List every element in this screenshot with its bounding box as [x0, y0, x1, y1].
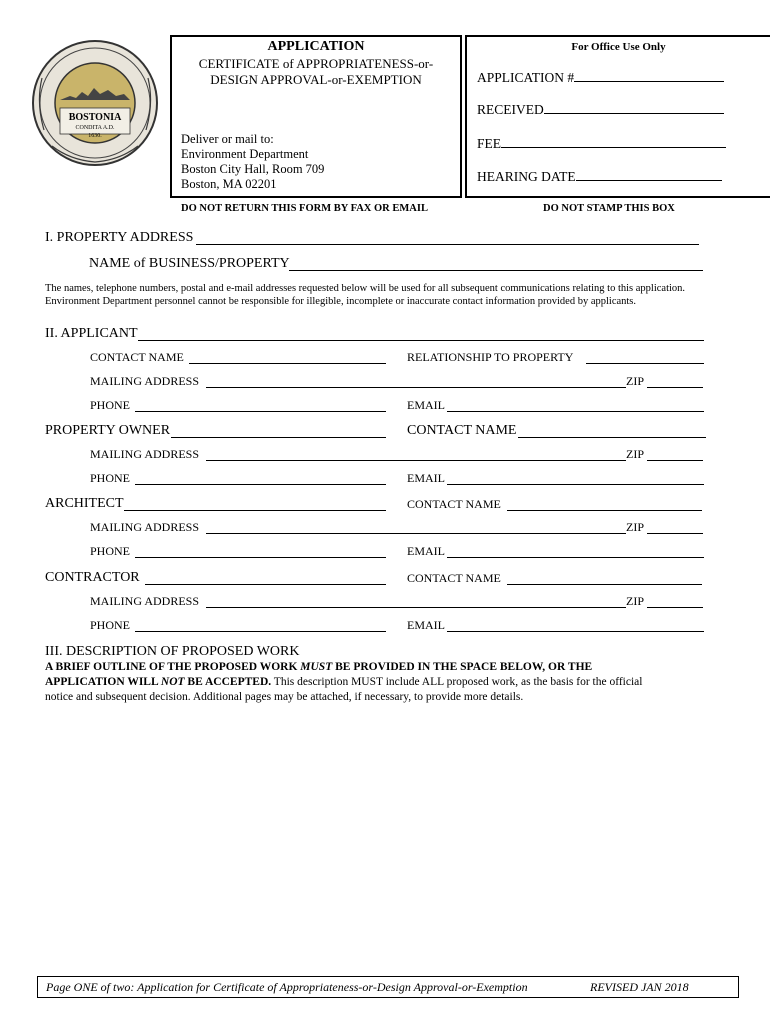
city-seal — [30, 38, 160, 168]
no-stamp-note: DO NOT STAMP THIS BOX — [543, 203, 675, 214]
seal-year: 1630. — [88, 133, 102, 139]
owner-mailing-field[interactable] — [206, 460, 626, 461]
instr-bold-3: APPLICATION WILL — [45, 676, 161, 688]
deliver-street: Boston City Hall, Room 709 — [181, 162, 325, 176]
contractor-mailing-field[interactable] — [206, 607, 626, 608]
office-application-no — [477, 68, 724, 86]
received-label: RECEIVED — [477, 102, 544, 117]
application-no-label: APPLICATION # — [477, 70, 575, 85]
form-subtitle-1: CERTIFICATE of APPROPRIATENESS-or- — [198, 56, 434, 71]
contractor-phone-field[interactable] — [135, 631, 386, 632]
instr-normal-1: This description MUST include ALL proposed work, as the basis for the official — [271, 676, 643, 688]
applicant-field[interactable] — [138, 340, 704, 341]
applicant-relationship-label: RELATIONSHIP TO PROPERTY — [407, 350, 574, 364]
seal-condita: CONDITA A.D. — [75, 125, 115, 131]
office-hearing-date — [477, 167, 722, 185]
business-name-label: NAME of BUSINESS/PROPERTY — [89, 256, 290, 271]
instr-bold-2: BE PROVIDED IN THE SPACE BELOW, OR THE — [332, 661, 593, 673]
contact-notice-2: Environment Department personnel cannot be responsible for illegible, incomplete or inaccurate contact information provided by applicants. — [45, 296, 637, 307]
owner-phone-label: PHONE — [90, 471, 131, 485]
footer-page-text: Page ONE of two: Application for Certificate of Appropriateness-or-Design Approval-or-Exemption — [46, 980, 528, 994]
hearing-date-label: HEARING DATE — [477, 169, 576, 184]
business-name-field[interactable] — [289, 270, 703, 271]
received-line — [544, 100, 724, 114]
fee-line — [501, 134, 726, 148]
instr-not: NOT — [160, 676, 185, 688]
form-subtitle-2: DESIGN APPROVAL-or-EXEMPTION — [210, 72, 422, 87]
contractor-email-field[interactable] — [447, 631, 704, 632]
owner-mailing-label: MAILING ADDRESS — [90, 447, 200, 461]
footer-revised: REVISED JAN 2018 — [590, 980, 689, 994]
architect-mailing-field[interactable] — [206, 533, 626, 534]
contractor-zip-field[interactable] — [647, 607, 703, 608]
owner-label: PROPERTY OWNER — [45, 423, 171, 438]
no-fax-note: DO NOT RETURN THIS FORM BY FAX OR EMAIL — [181, 203, 428, 214]
architect-field[interactable] — [124, 510, 386, 511]
applicant-relationship-field[interactable] — [586, 363, 704, 364]
contractor-mailing-label: MAILING ADDRESS — [90, 594, 200, 608]
contact-notice-1: The names, telephone numbers, postal and e-mail addresses requested below will be used for all subsequent communications relating to this application. — [45, 283, 686, 294]
form-title: APPLICATION — [267, 39, 365, 54]
office-use-box — [465, 35, 770, 198]
applicant-contact-field[interactable] — [189, 363, 386, 364]
architect-contact-field[interactable] — [507, 510, 702, 511]
architect-email-label: EMAIL — [407, 544, 445, 558]
contractor-email-label: EMAIL — [407, 618, 445, 632]
hearing-date-line — [576, 167, 722, 181]
property-address-label: I. PROPERTY ADDRESS — [45, 230, 194, 245]
deliver-dept: Environment Department — [181, 147, 309, 161]
contractor-zip-label: ZIP — [626, 594, 644, 608]
description-instructions-1 — [45, 660, 592, 675]
architect-phone-label: PHONE — [90, 544, 131, 558]
applicant-mailing-field[interactable] — [206, 387, 626, 388]
application-no-line — [574, 68, 724, 82]
applicant-zip-field[interactable] — [647, 387, 703, 388]
applicant-email-label: EMAIL — [407, 398, 445, 412]
owner-zip-field[interactable] — [647, 460, 703, 461]
owner-contact-label: CONTACT NAME — [407, 423, 517, 438]
applicant-zip-label: ZIP — [626, 374, 644, 388]
contractor-contact-field[interactable] — [507, 584, 702, 585]
office-received — [477, 100, 724, 118]
architect-email-field[interactable] — [447, 557, 704, 558]
instr-bold-1: A BRIEF OUTLINE OF THE PROPOSED WORK — [45, 661, 301, 673]
owner-phone-field[interactable] — [135, 484, 386, 485]
applicant-contact-label: CONTACT NAME — [90, 350, 184, 364]
architect-label: ARCHITECT — [45, 496, 124, 511]
description-instructions-2 — [45, 675, 642, 690]
architect-zip-field[interactable] — [647, 533, 703, 534]
page-footer — [37, 976, 739, 998]
architect-zip-label: ZIP — [626, 520, 644, 534]
contractor-label: CONTRACTOR — [45, 570, 140, 585]
description-text-area[interactable] — [45, 710, 705, 965]
owner-field[interactable] — [171, 437, 386, 438]
contractor-contact-label: CONTACT NAME — [407, 571, 501, 585]
applicant-phone-label: PHONE — [90, 398, 131, 412]
applicant-email-field[interactable] — [447, 411, 704, 412]
description-heading: III. DESCRIPTION OF PROPOSED WORK — [45, 644, 300, 659]
architect-phone-field[interactable] — [135, 557, 386, 558]
owner-contact-field[interactable] — [518, 437, 706, 438]
office-heading: For Office Use Only — [571, 41, 666, 53]
office-fee — [477, 134, 726, 152]
contractor-field[interactable] — [145, 584, 386, 585]
instr-bold-4: BE ACCEPTED. — [184, 676, 272, 688]
architect-mailing-label: MAILING ADDRESS — [90, 520, 200, 534]
applicant-mailing-label: MAILING ADDRESS — [90, 374, 200, 388]
owner-zip-label: ZIP — [626, 447, 644, 461]
seal-name: BOSTONIA — [68, 112, 122, 123]
applicant-phone-field[interactable] — [135, 411, 386, 412]
application-title-box — [170, 35, 462, 198]
property-address-field[interactable] — [196, 244, 699, 245]
owner-email-field[interactable] — [447, 484, 704, 485]
deliver-city: Boston, MA 02201 — [181, 177, 277, 191]
instr-must: MUST — [300, 661, 333, 673]
contractor-phone-label: PHONE — [90, 618, 131, 632]
applicant-label: II. APPLICANT — [45, 326, 138, 341]
deliver-label: Deliver or mail to: — [181, 132, 274, 146]
description-instructions-3: notice and subsequent decision. Additional pages may be attached, if necessary, to provide more details. — [45, 691, 524, 703]
fee-label: FEE — [477, 136, 502, 151]
owner-email-label: EMAIL — [407, 471, 445, 485]
architect-contact-label: CONTACT NAME — [407, 497, 501, 511]
